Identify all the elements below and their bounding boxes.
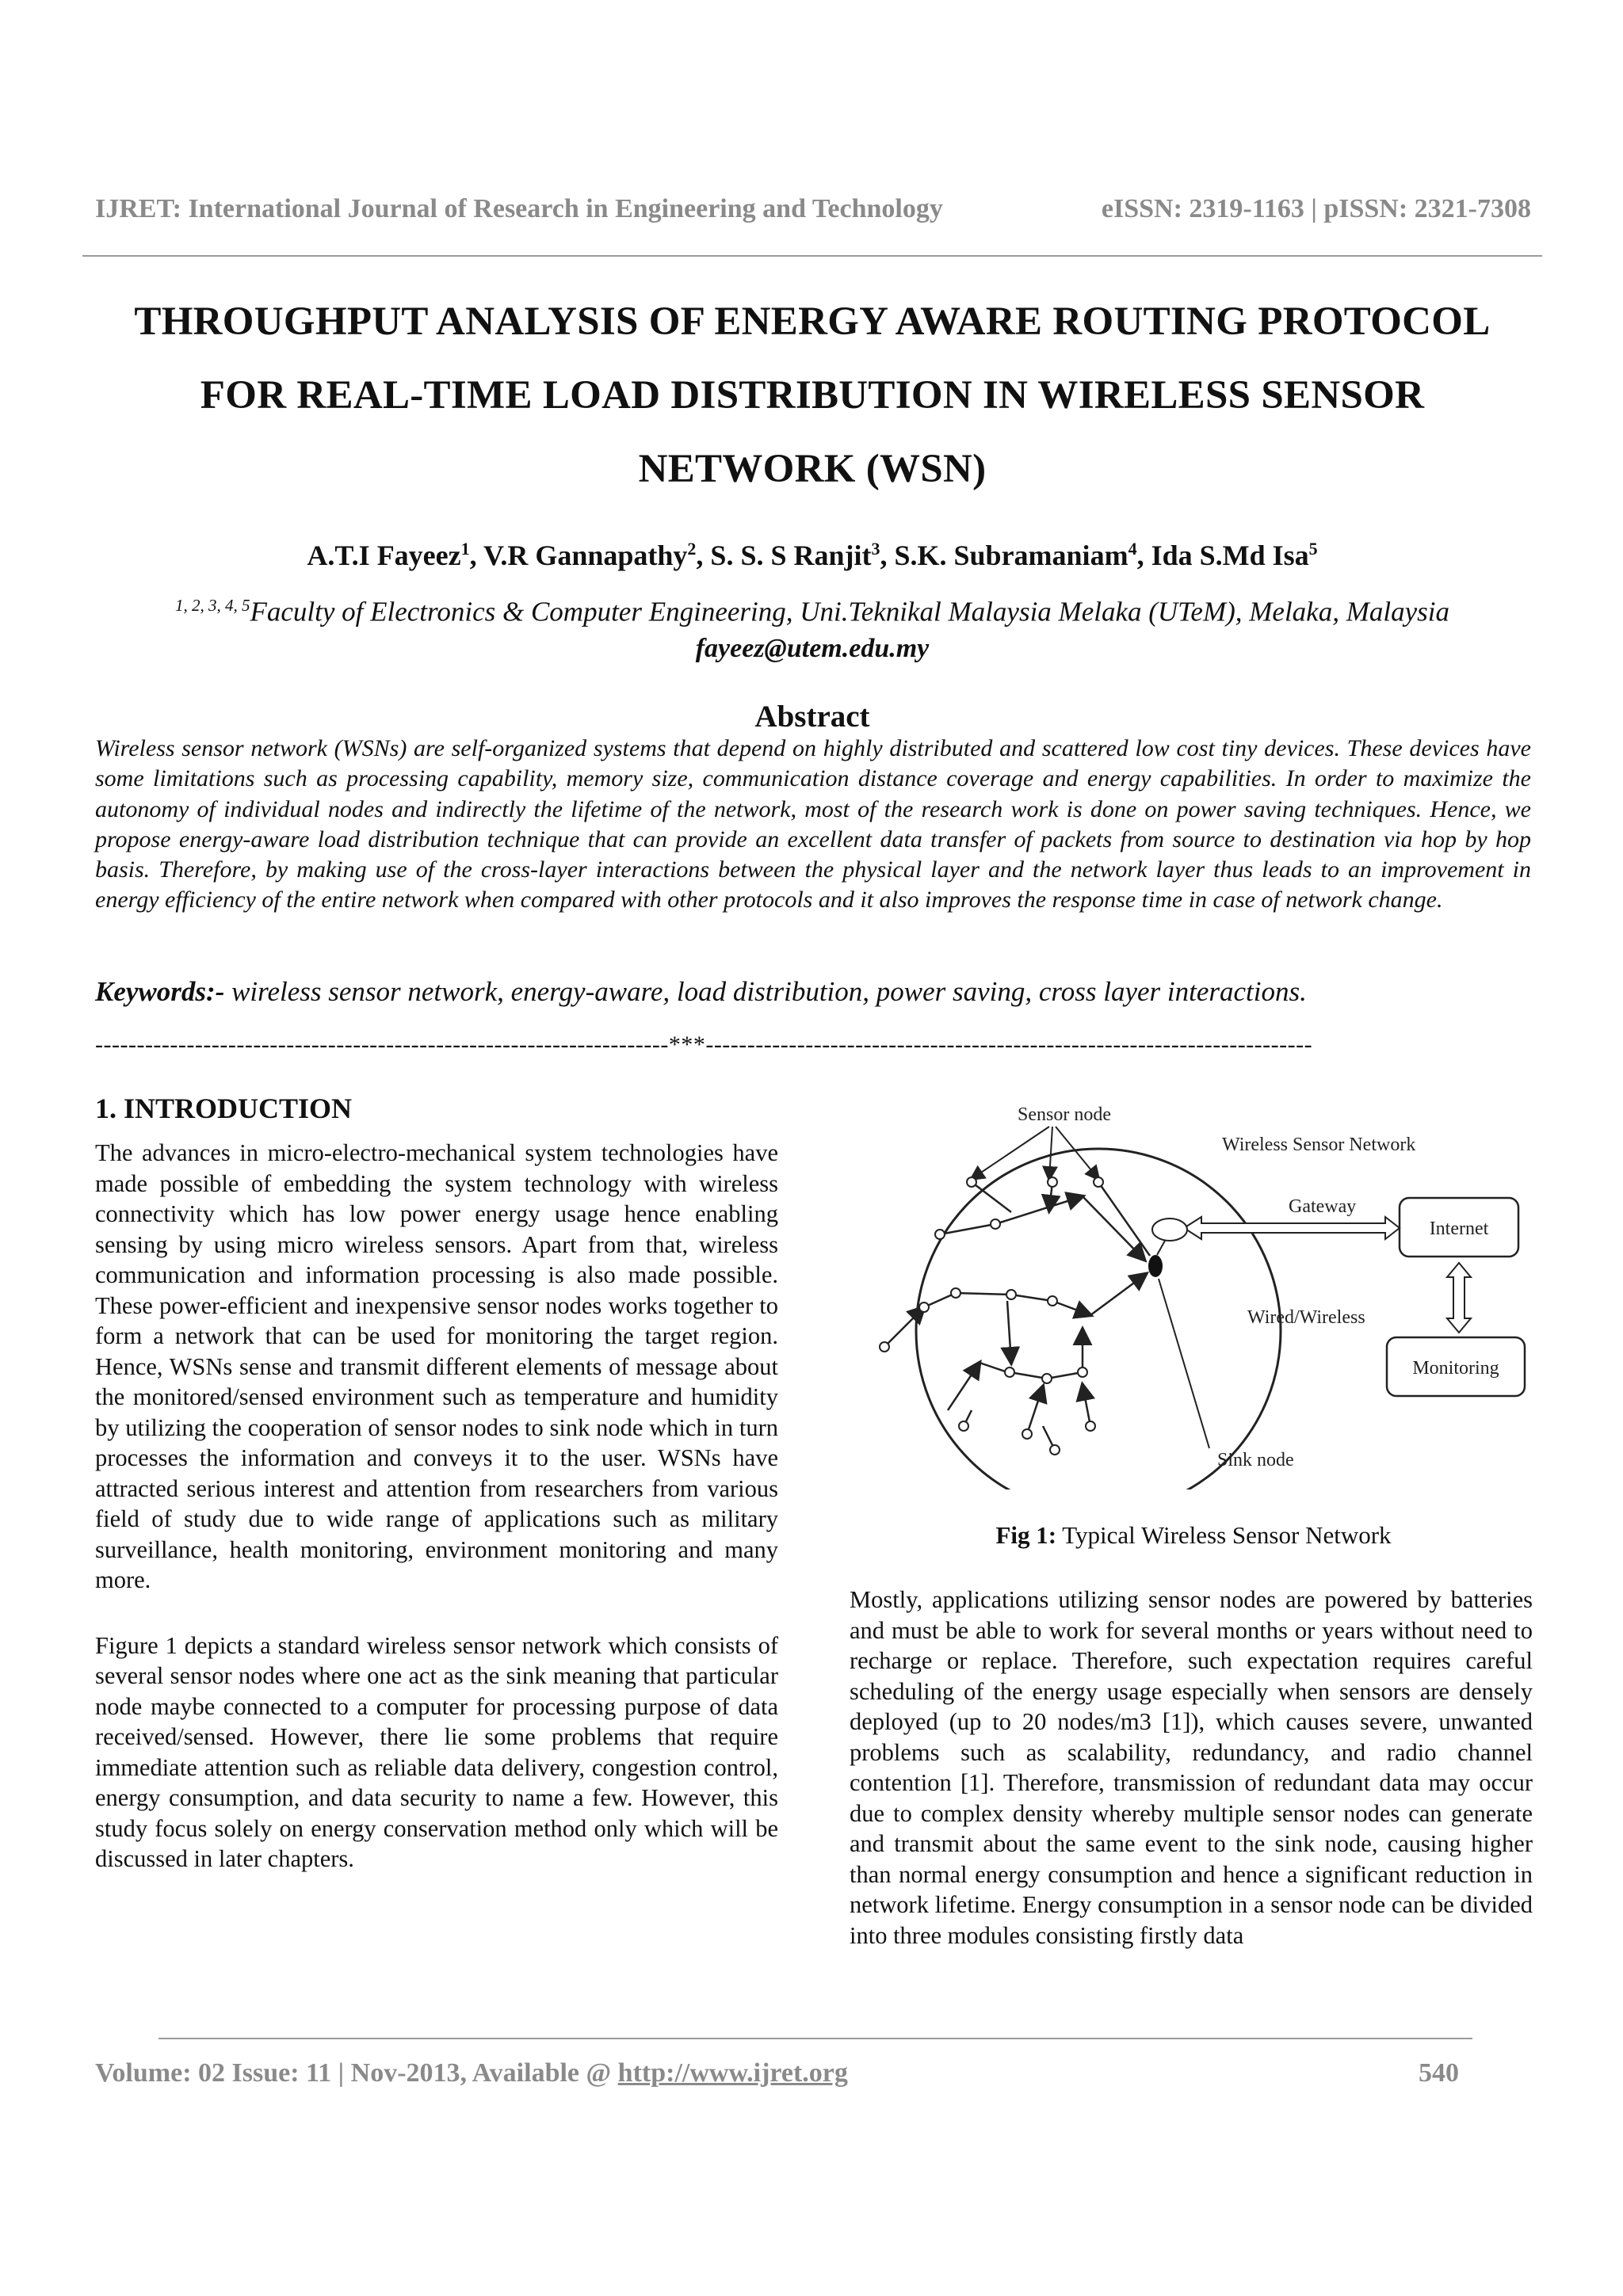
right-column	[850, 1585, 1533, 1951]
label-internet: Internet	[1429, 1219, 1489, 1239]
title-line: NETWORK (WSN)	[638, 447, 987, 491]
affiliation	[82, 596, 1542, 628]
footer-rule	[158, 2038, 1472, 2039]
footer-volume	[95, 2058, 848, 2088]
section-separator: ---------------------------------------------------------------------***-------------------------------------------------------------------------	[95, 1032, 1313, 1058]
author-name: S.K. Subramaniam	[894, 540, 1128, 571]
journal-link[interactable]: http://www.ijret.org	[617, 2058, 848, 2088]
page-number: 540	[1419, 2058, 1459, 2088]
author-sup: 5	[1308, 539, 1318, 559]
header-rule	[82, 255, 1542, 257]
internet-monitoring-arrow	[1447, 1263, 1471, 1333]
label-monitoring: Monitoring	[1412, 1358, 1499, 1379]
left-column	[95, 1092, 778, 1875]
journal-name: IJRET: International Journal of Research in Engineering and Technology	[95, 194, 943, 223]
label-wired: Wired/Wireless	[1247, 1307, 1365, 1328]
figure-caption-text: Typical Wireless Sensor Network	[1056, 1521, 1392, 1549]
paper-title	[82, 285, 1542, 506]
figure-caption-label: Fig 1:	[995, 1521, 1057, 1549]
abstract-text: Wireless sensor network (WSNs) are self-organized systems that depend on highly distributed and scattered low cost tiny devices. These devices have some limitations such as processing capability, memory size, communication distance coverage and energy capabilities. In order to maximize the autonomy of individual nodes and indirectly the lifetime of the network, most of the research work is done on power saving techniques. Hence, we propose energy-aware load distribution technique that can provide an excellent data transfer of packets from source to destination via hop by hop basis. Therefore, by making use of the cross-layer interactions between the physical layer and the network layer thus leads to an improvement in energy efficiency of the entire network when compared with other protocols and it also improves the response time in case of network change.	[95, 735, 1531, 913]
keywords-label: Keywords:-	[95, 976, 225, 1007]
section-heading: 1. INTRODUCTION	[95, 1093, 353, 1124]
author-sup: 1	[460, 539, 470, 559]
intro-paragraph-2: Figure 1 depicts a standard wireless sensor network which consists of several sensor nodes where one act as the sink meaning that particular node maybe connected to a computer for processing purpose of data received/sensed. However, there lie some problems that require immediate attention such as reliable data delivery, congestion control, energy consumption, and data security to name a few. However, this study focus solely on energy conservation method only which will be discussed in later chapters.	[95, 1631, 778, 1872]
footer-volume-text: Volume: 02 Issue: 11 | Nov-2013, Available @	[95, 2058, 618, 2088]
intro-paragraph-1: The advances in micro-electro-mechanical system technologies have made possible of embedding the system technology with wireless connectivity which has low power energy usage hence enabling sensing by using micro wireless sensors. Apart from that, wireless communication and information processing is also made possible. These power-efficient and inexpensive sensor nodes works together to form a network that can be used for monitoring the target region. Hence, WSNs sense and transmit different elements of message about the monitored/sensed environment such as temperature and humidity by utilizing the cooperation of sensor nodes to sink node which in turn processes the information and conveys it to the user. WSNs have attracted serious interest and attention from researchers from various field of study due to wide range of applications such as military surveillance, health monitoring, environment monitoring and many more.	[95, 1139, 778, 1593]
author-sup: 4	[1128, 539, 1137, 559]
label-wsn: Wireless Sensor Network	[1222, 1135, 1416, 1155]
author-name: S. S. S Ranjit	[710, 540, 872, 571]
wsn-diagram	[845, 1093, 1542, 1489]
keywords-text: wireless sensor network, energy-aware, load distribution, power saving, cross layer interactions.	[224, 976, 1307, 1007]
affiliation-sup: 1, 2, 3, 4, 5	[175, 596, 250, 615]
label-sensor-node: Sensor node	[1018, 1104, 1111, 1125]
title-line: THROUGHPUT ANALYSIS OF ENERGY AWARE ROUTING PROTOCOL	[134, 299, 1491, 344]
title-line: FOR REAL-TIME LOAD DISTRIBUTION IN WIRELESS SENSOR	[200, 373, 1425, 418]
running-header	[95, 194, 1531, 224]
right-paragraph: Mostly, applications utilizing sensor nodes are powered by batteries and must be able to work for several months or years without need to recharge or replace. Therefore, such expectation requires careful scheduling of the energy usage especially when sensors are densely deployed (up to 20 nodes/m3 [1]), which causes severe, unwanted problems such as scalability, redundancy, and radio channel contention [1]. Therefore, transmission of redundant data may occur due to complex density whereby multiple sensor nodes can generate and transmit about the same event to the sink node, causing higher than normal energy consumption and hence a significant reduction in network lifetime. Energy consumption in a sensor node can be divided into three modules consisting firstly data	[850, 1586, 1533, 1949]
author-sup: 2	[687, 539, 697, 559]
author-name: Ida S.Md Isa	[1151, 540, 1309, 571]
abstract-heading: Abstract	[754, 700, 870, 734]
author-name: A.T.I Fayeez	[307, 540, 461, 571]
author-name: V.R Gannapathy	[483, 540, 688, 571]
figure-caption	[845, 1521, 1542, 1550]
author-list: A.T.I Fayeez$^1$, V.R Gannapathy$^2$, S. S. S Ranjit$^3$, S.K. Subramaniam$^4$, Ida S.Md Isa$^5$	[307, 539, 1318, 571]
sink-node	[1148, 1255, 1163, 1277]
label-gateway: Gateway	[1289, 1196, 1357, 1217]
gateway-internet-arrow	[1184, 1217, 1400, 1239]
network-boundary	[916, 1149, 1281, 1489]
issn: eISSN: 2319-1163 | pISSN: 2321-7308	[1101, 194, 1531, 223]
author-email[interactable]: fayeez@utem.edu.my	[695, 634, 930, 663]
gateway-node	[1152, 1219, 1187, 1241]
label-sink: Sink node	[1217, 1450, 1294, 1470]
author-sup: 3	[871, 539, 880, 559]
keywords	[95, 976, 1531, 1008]
affiliation-text: Faculty of Electronics & Computer Engineering, Uni.Teknikal Malaysia Melaka (UTeM), Melaka, Malaysia	[250, 596, 1449, 627]
